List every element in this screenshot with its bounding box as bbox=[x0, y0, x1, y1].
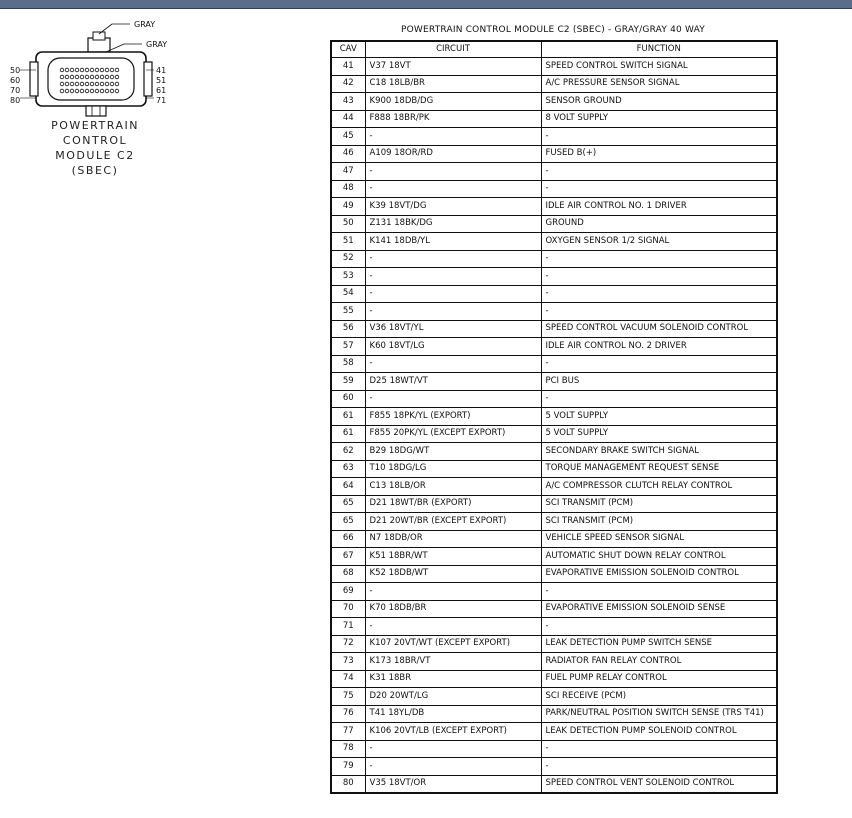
table-row bbox=[331, 110, 777, 128]
cav-cell: 61 bbox=[331, 408, 365, 426]
cav-cell: 48 bbox=[331, 180, 365, 198]
cav-cell: 52 bbox=[331, 250, 365, 268]
function-cell: 5 VOLT SUPPLY bbox=[541, 408, 777, 426]
table-row bbox=[331, 565, 777, 583]
circuit-cell: - bbox=[365, 250, 541, 268]
table-row bbox=[331, 128, 777, 146]
function-cell: - bbox=[541, 618, 777, 636]
cav-cell: 51 bbox=[331, 233, 365, 251]
function-cell: SPEED CONTROL VACUUM SOLENOID CONTROL bbox=[541, 320, 777, 338]
circuit-cell: D20 20WT/LG bbox=[365, 688, 541, 706]
function-cell: OXYGEN SENSOR 1/2 SIGNAL bbox=[541, 233, 777, 251]
table-row bbox=[331, 215, 777, 233]
cav-cell: 60 bbox=[331, 390, 365, 408]
circuit-cell: D25 18WT/VT bbox=[365, 373, 541, 391]
connector-icon bbox=[0, 18, 200, 118]
circuit-cell: K51 18BR/WT bbox=[365, 548, 541, 566]
function-cell: - bbox=[541, 180, 777, 198]
cav-cell: 67 bbox=[331, 548, 365, 566]
table-row bbox=[331, 600, 777, 618]
table-row bbox=[331, 548, 777, 566]
circuit-cell: - bbox=[365, 285, 541, 303]
table-row bbox=[331, 653, 777, 671]
function-cell: TORQUE MANAGEMENT REQUEST SENSE bbox=[541, 460, 777, 478]
table-row bbox=[331, 75, 777, 93]
cav-cell: 45 bbox=[331, 128, 365, 146]
function-cell: EVAPORATIVE EMISSION SOLENOID SENSE bbox=[541, 600, 777, 618]
wire-label-2: GRAY bbox=[146, 40, 168, 49]
cav-cell: 71 bbox=[331, 618, 365, 636]
table-row bbox=[331, 373, 777, 391]
cav-cell: 65 bbox=[331, 513, 365, 531]
circuit-cell: - bbox=[365, 583, 541, 601]
circuit-cell: D21 18WT/BR (EXPORT) bbox=[365, 495, 541, 513]
circuit-cell: K900 18DB/DG bbox=[365, 93, 541, 111]
cav-cell: 47 bbox=[331, 163, 365, 181]
module-title-line: CONTROL bbox=[62, 134, 128, 147]
table-row bbox=[331, 705, 777, 723]
table-row bbox=[331, 513, 777, 531]
cav-cell: 76 bbox=[331, 705, 365, 723]
cav-cell: 59 bbox=[331, 373, 365, 391]
left-cav-label: 80 bbox=[10, 96, 21, 105]
function-cell: PCI BUS bbox=[541, 373, 777, 391]
function-cell: EVAPORATIVE EMISSION SOLENOID CONTROL bbox=[541, 565, 777, 583]
cav-cell: 80 bbox=[331, 775, 365, 793]
cav-cell: 43 bbox=[331, 93, 365, 111]
function-cell: SCI TRANSMIT (PCM) bbox=[541, 495, 777, 513]
circuit-cell: C13 18LB/OR bbox=[365, 478, 541, 496]
function-cell: IDLE AIR CONTROL NO. 1 DRIVER bbox=[541, 198, 777, 216]
circuit-cell: - bbox=[365, 180, 541, 198]
function-cell: FUSED B(+) bbox=[541, 145, 777, 163]
table-row bbox=[331, 443, 777, 461]
wire-label-1: GRAY bbox=[134, 20, 156, 29]
table-row bbox=[331, 93, 777, 111]
cav-cell: 50 bbox=[331, 215, 365, 233]
circuit-cell: K141 18DB/YL bbox=[365, 233, 541, 251]
right-cav-label: 61 bbox=[156, 86, 167, 95]
function-cell: - bbox=[541, 303, 777, 321]
cav-cell: 77 bbox=[331, 723, 365, 741]
table-header-row bbox=[331, 41, 777, 58]
table-row bbox=[331, 583, 777, 601]
cav-cell: 68 bbox=[331, 565, 365, 583]
function-cell: - bbox=[541, 355, 777, 373]
circuit-cell: F855 20PK/YL (EXCEPT EXPORT) bbox=[365, 425, 541, 443]
cav-cell: 69 bbox=[331, 583, 365, 601]
circuit-cell: K70 18DB/BR bbox=[365, 600, 541, 618]
circuit-cell: F888 18BR/PK bbox=[365, 110, 541, 128]
cav-cell: 65 bbox=[331, 495, 365, 513]
cav-cell: 49 bbox=[331, 198, 365, 216]
function-cell: IDLE AIR CONTROL NO. 2 DRIVER bbox=[541, 338, 777, 356]
module-title-line: POWERTRAIN bbox=[51, 119, 139, 132]
function-cell: - bbox=[541, 250, 777, 268]
table-row bbox=[331, 320, 777, 338]
cav-cell: 79 bbox=[331, 758, 365, 776]
function-cell: - bbox=[541, 758, 777, 776]
circuit-cell: V36 18VT/YL bbox=[365, 320, 541, 338]
function-cell: - bbox=[541, 583, 777, 601]
circuit-cell: - bbox=[365, 758, 541, 776]
table-row bbox=[331, 495, 777, 513]
function-cell: - bbox=[541, 390, 777, 408]
circuit-cell: K107 20VT/WT (EXCEPT EXPORT) bbox=[365, 635, 541, 653]
function-cell: PARK/NEUTRAL POSITION SWITCH SENSE (TRS T41) bbox=[541, 705, 777, 723]
function-cell: SENSOR GROUND bbox=[541, 93, 777, 111]
header-cav: CAV bbox=[331, 41, 365, 58]
circuit-cell: - bbox=[365, 268, 541, 286]
right-cav-label: 71 bbox=[156, 96, 167, 105]
function-cell: AUTOMATIC SHUT DOWN RELAY CONTROL bbox=[541, 548, 777, 566]
function-cell: - bbox=[541, 285, 777, 303]
cav-cell: 75 bbox=[331, 688, 365, 706]
function-cell: - bbox=[541, 268, 777, 286]
table-row bbox=[331, 478, 777, 496]
function-cell: 5 VOLT SUPPLY bbox=[541, 425, 777, 443]
circuit-cell: - bbox=[365, 355, 541, 373]
circuit-cell: - bbox=[365, 128, 541, 146]
function-cell: FUEL PUMP RELAY CONTROL bbox=[541, 670, 777, 688]
function-cell: RADIATOR FAN RELAY CONTROL bbox=[541, 653, 777, 671]
cav-cell: 53 bbox=[331, 268, 365, 286]
right-cav-label: 51 bbox=[156, 76, 167, 85]
circuit-cell: - bbox=[365, 390, 541, 408]
table-row bbox=[331, 670, 777, 688]
cav-cell: 64 bbox=[331, 478, 365, 496]
table-row bbox=[331, 740, 777, 758]
table-row bbox=[331, 775, 777, 793]
module-title-line: MODULE C2 bbox=[55, 149, 135, 162]
function-cell: A/C COMPRESSOR CLUTCH RELAY CONTROL bbox=[541, 478, 777, 496]
circuit-cell: D21 20WT/BR (EXCEPT EXPORT) bbox=[365, 513, 541, 531]
function-cell: - bbox=[541, 128, 777, 146]
circuit-cell: T10 18DG/LG bbox=[365, 460, 541, 478]
table-title: POWERTRAIN CONTROL MODULE C2 (SBEC) - GRAY/GRAY 40 WAY bbox=[401, 25, 705, 35]
circuit-cell: V37 18VT bbox=[365, 58, 541, 76]
function-cell: - bbox=[541, 163, 777, 181]
function-cell: LEAK DETECTION PUMP SOLENOID CONTROL bbox=[541, 723, 777, 741]
cav-cell: 46 bbox=[331, 145, 365, 163]
module-title bbox=[40, 118, 150, 178]
cav-cell: 72 bbox=[331, 635, 365, 653]
circuit-cell: K60 18VT/LG bbox=[365, 338, 541, 356]
function-cell: SPEED CONTROL SWITCH SIGNAL bbox=[541, 58, 777, 76]
right-cav-label: 41 bbox=[156, 66, 167, 75]
cav-cell: 54 bbox=[331, 285, 365, 303]
function-cell: SCI TRANSMIT (PCM) bbox=[541, 513, 777, 531]
table-row bbox=[331, 338, 777, 356]
table-row bbox=[331, 303, 777, 321]
circuit-cell: K106 20VT/LB (EXCEPT EXPORT) bbox=[365, 723, 541, 741]
circuit-cell: K31 18BR bbox=[365, 670, 541, 688]
cav-cell: 42 bbox=[331, 75, 365, 93]
circuit-cell: - bbox=[365, 303, 541, 321]
function-cell: SECONDARY BRAKE SWITCH SIGNAL bbox=[541, 443, 777, 461]
cav-cell: 58 bbox=[331, 355, 365, 373]
cav-cell: 73 bbox=[331, 653, 365, 671]
table-row bbox=[331, 268, 777, 286]
table-row bbox=[331, 180, 777, 198]
table-row bbox=[331, 233, 777, 251]
cav-cell: 56 bbox=[331, 320, 365, 338]
table-row bbox=[331, 355, 777, 373]
header-function: FUNCTION bbox=[541, 41, 777, 58]
cav-cell: 70 bbox=[331, 600, 365, 618]
table-row bbox=[331, 530, 777, 548]
header-circuit: CIRCUIT bbox=[365, 41, 541, 58]
cav-cell: 57 bbox=[331, 338, 365, 356]
function-cell: GROUND bbox=[541, 215, 777, 233]
cav-cell: 61 bbox=[331, 425, 365, 443]
circuit-cell: N7 18DB/OR bbox=[365, 530, 541, 548]
cav-cell: 62 bbox=[331, 443, 365, 461]
table-row bbox=[331, 723, 777, 741]
function-cell: 8 VOLT SUPPLY bbox=[541, 110, 777, 128]
table-row bbox=[331, 163, 777, 181]
function-cell: VEHICLE SPEED SENSOR SIGNAL bbox=[541, 530, 777, 548]
left-cav-label: 60 bbox=[10, 76, 21, 85]
cav-cell: 44 bbox=[331, 110, 365, 128]
pinout-table bbox=[330, 40, 778, 794]
function-cell: A/C PRESSURE SENSOR SIGNAL bbox=[541, 75, 777, 93]
table-row bbox=[331, 390, 777, 408]
cav-cell: 66 bbox=[331, 530, 365, 548]
cav-cell: 78 bbox=[331, 740, 365, 758]
table-row bbox=[331, 758, 777, 776]
top-bar bbox=[0, 0, 852, 9]
cav-cell: 63 bbox=[331, 460, 365, 478]
function-cell: LEAK DETECTION PUMP SWITCH SENSE bbox=[541, 635, 777, 653]
circuit-cell: A109 18OR/RD bbox=[365, 145, 541, 163]
circuit-cell: K52 18DB/WT bbox=[365, 565, 541, 583]
circuit-cell: B29 18DG/WT bbox=[365, 443, 541, 461]
table-row bbox=[331, 688, 777, 706]
function-cell: - bbox=[541, 740, 777, 758]
table-row bbox=[331, 425, 777, 443]
table-row bbox=[331, 145, 777, 163]
table-row bbox=[331, 250, 777, 268]
table-row bbox=[331, 408, 777, 426]
circuit-cell: - bbox=[365, 163, 541, 181]
circuit-cell: T41 18YL/DB bbox=[365, 705, 541, 723]
circuit-cell: - bbox=[365, 740, 541, 758]
function-cell: SPEED CONTROL VENT SOLENOID CONTROL bbox=[541, 775, 777, 793]
table-row bbox=[331, 635, 777, 653]
table-row bbox=[331, 460, 777, 478]
left-cav-label: 70 bbox=[10, 86, 21, 95]
circuit-cell: K39 18VT/DG bbox=[365, 198, 541, 216]
cav-cell: 41 bbox=[331, 58, 365, 76]
circuit-cell: F855 18PK/YL (EXPORT) bbox=[365, 408, 541, 426]
module-title-line: (SBEC) bbox=[71, 164, 119, 177]
circuit-cell: - bbox=[365, 618, 541, 636]
left-cav-label: 50 bbox=[10, 66, 21, 75]
table-row bbox=[331, 198, 777, 216]
circuit-cell: V35 18VT/OR bbox=[365, 775, 541, 793]
cav-cell: 55 bbox=[331, 303, 365, 321]
cav-cell: 74 bbox=[331, 670, 365, 688]
circuit-cell: K173 18BR/VT bbox=[365, 653, 541, 671]
table-row bbox=[331, 285, 777, 303]
circuit-cell: Z131 18BK/DG bbox=[365, 215, 541, 233]
table-row bbox=[331, 58, 777, 76]
table-row bbox=[331, 618, 777, 636]
circuit-cell: C18 18LB/BR bbox=[365, 75, 541, 93]
function-cell: SCI RECEIVE (PCM) bbox=[541, 688, 777, 706]
